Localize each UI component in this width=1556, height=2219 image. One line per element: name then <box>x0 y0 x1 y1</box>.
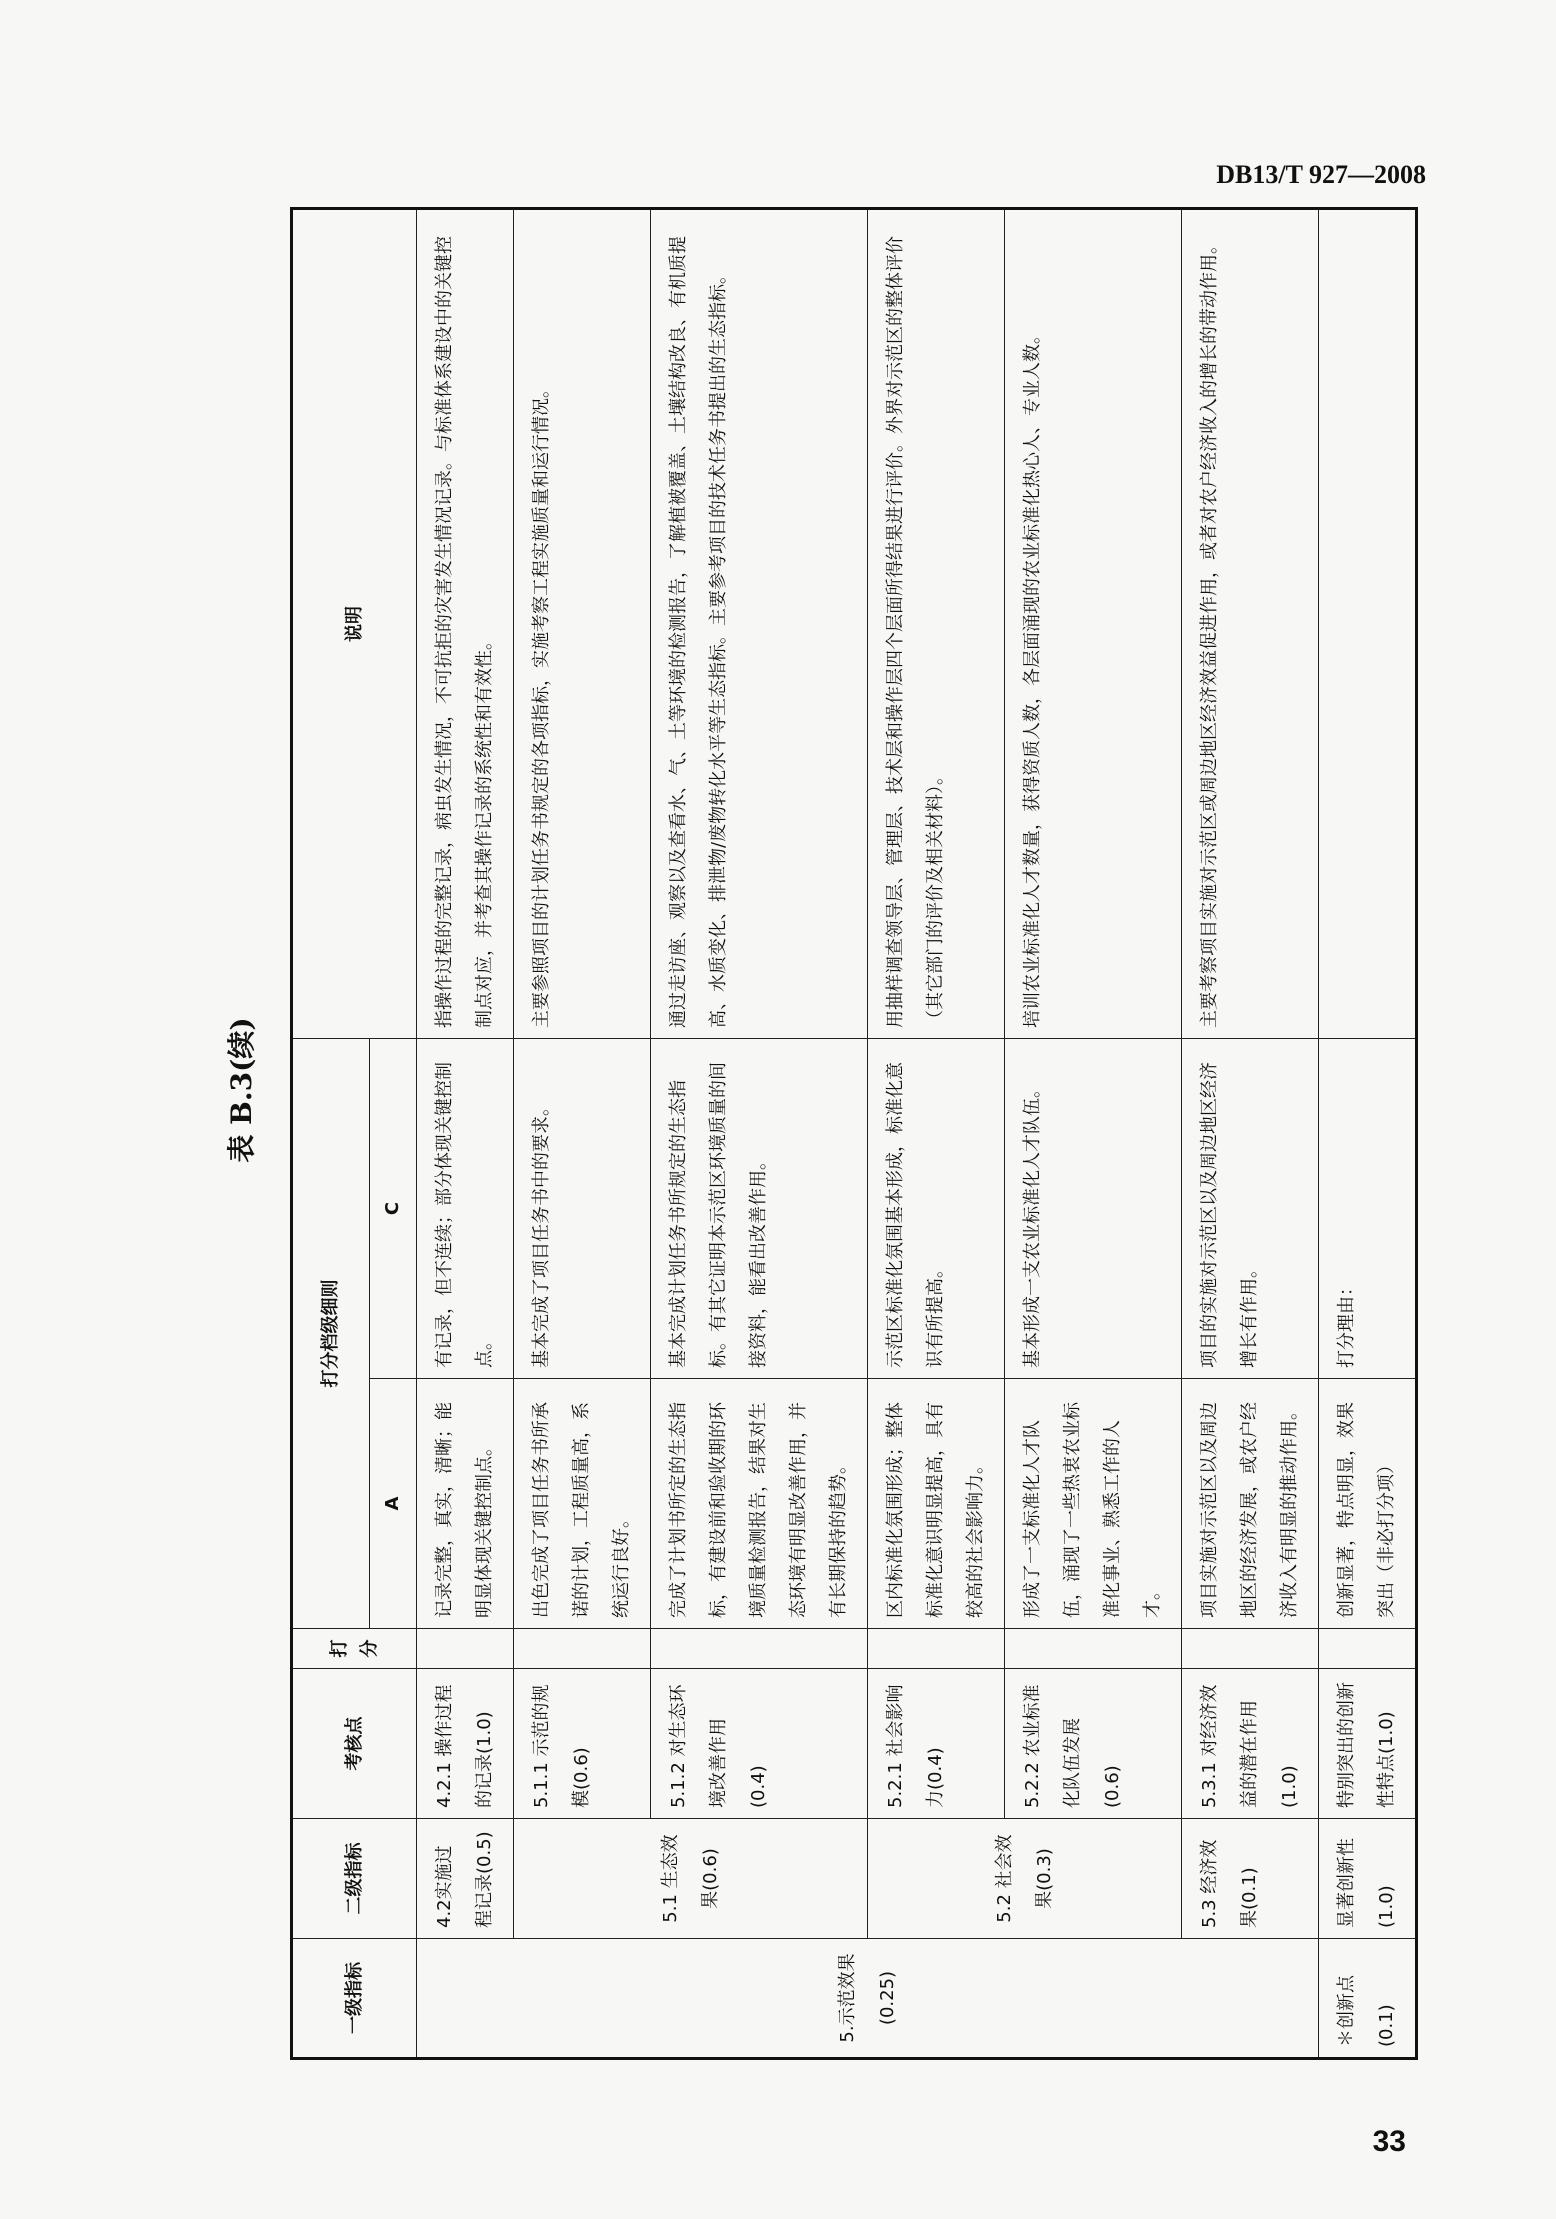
cell-grade-c: 基本完成了项目任务书中的要求。 <box>514 1039 651 1379</box>
header-level2: 二级指标 <box>292 1819 417 1939</box>
cell-grade-a: 记录完整，真实，清晰；能明显体现关键控制点。 <box>417 1379 514 1629</box>
cell-score <box>868 1629 1005 1669</box>
cell-explain: 主要考察项目实施对示范区或周边地区经济效益促进作用，或者对农户经济收入的增长的带动作用。 <box>1182 209 1319 1039</box>
cell-score <box>651 1629 868 1669</box>
rotated-table-container <box>290 210 1397 2060</box>
cell-score <box>1005 1629 1182 1669</box>
cell-level2: 4.2实施过程记录(0.5) <box>417 1819 514 1939</box>
header-grade-a: A <box>370 1379 417 1629</box>
cell-grade-a: 创新显著，特点明显，效果突出（非必打分项） <box>1319 1379 1417 1629</box>
cell-explain: 指操作过程的完整记录，病虫发生情况，不可抗拒的灾害发生情况记录。与标准体系建设中的关键控制点对应，并考查其操作记录的系统性和有效性。 <box>417 209 514 1039</box>
cell-grade-a: 出色完成了项目任务书所承诺的计划，工程质量高，系统运行良好。 <box>514 1379 651 1629</box>
cell-explain: 主要参照项目的计划任务书规定的各项指标，实施考察工程实施质量和运行情况。 <box>514 209 651 1039</box>
cell-grade-c: 示范区标准化氛围基本形成，标准化意识有所提高。 <box>868 1039 1005 1379</box>
header-explain: 说明 <box>292 209 417 1039</box>
cell-grade-a: 完成了计划书所定的生态指标，有建设前和验收期的环境质量检测报告，结果对生态环境有明显改善作用，并有长期保持的趋势。 <box>651 1379 868 1629</box>
cell-point: 特别突出的创新性特点(1.0) <box>1319 1669 1417 1819</box>
header-point: 考核点 <box>292 1669 417 1819</box>
cell-level2: 5.1 生态效果(0.6) <box>514 1819 868 1939</box>
cell-grade-a: 形成了一支标准化人才队伍，涌现了一些热衷农业标准化事业、熟悉工作的人才。 <box>1005 1379 1182 1629</box>
table-row <box>1005 209 1182 2059</box>
table-title: 表 B.3(续) <box>225 1017 258 1163</box>
cell-explain <box>1319 209 1417 1039</box>
header-level1: 一级指标 <box>292 1939 417 2059</box>
page-number: 33 <box>1372 2125 1406 2158</box>
cell-level2: 5.3 经济效果(0.1) <box>1182 1819 1319 1939</box>
cell-grade-c: 打分理由： <box>1319 1039 1417 1379</box>
cell-level2: 显著创新性(1.0) <box>1319 1819 1417 1939</box>
cell-point: 5.1.1 示范的规模(0.6) <box>514 1669 651 1819</box>
header-grade-c: C <box>370 1039 417 1379</box>
table-row <box>651 209 868 2059</box>
cell-score <box>417 1629 514 1669</box>
cell-grade-a: 项目实施对示范区以及周边地区的经济发展，或农户经济收入有明显的推动作用。 <box>1182 1379 1319 1629</box>
scoring-table <box>290 207 1418 2060</box>
cell-point: 5.2.2 农业标准化队伍发展(0.6) <box>1005 1669 1182 1819</box>
header-criteria: 打分档级细则 <box>292 1039 370 1629</box>
table-row <box>417 209 514 2059</box>
cell-grade-a: 区内标准化氛围形成；整体标准化意识明显提高，具有较高的社会影响力。 <box>868 1379 1005 1629</box>
cell-explain: 用抽样调查领导层、管理层、技术层和操作层四个层面所得结果进行评价。外界对示范区的整体评价（其它部门的评价及相关材料）。 <box>868 209 1005 1039</box>
table-row <box>1182 209 1319 2059</box>
cell-level1: ＊创新点(0.1) <box>1319 1939 1417 2059</box>
document-code: DB13/T 927—2008 <box>1216 160 1426 189</box>
cell-grade-c: 基本完成计划任务书所规定的生态指标。有其它证明本示范区环境质量的间接资料，能看出改善作用。 <box>651 1039 868 1379</box>
cell-grade-c: 项目的实施对示范区以及周边地区经济增长有作用。 <box>1182 1039 1319 1379</box>
cell-point: 5.1.2 对生态环境改善作用(0.4) <box>651 1669 868 1819</box>
cell-point: 5.3.1 对经济效益的潜在作用(1.0) <box>1182 1669 1319 1819</box>
table-row <box>868 209 1005 2059</box>
cell-explain: 培训农业标准化人才数量，获得资质人数，各层面涌现的农业标准化热心人、专业人数。 <box>1005 209 1182 1039</box>
cell-score <box>1182 1629 1319 1669</box>
cell-grade-c: 基本形成一支农业标准化人才队伍。 <box>1005 1039 1182 1379</box>
cell-score <box>1319 1629 1417 1669</box>
cell-grade-c: 有记录，但不连续；部分体现关键控制点。 <box>417 1039 514 1379</box>
cell-explain: 通过走访座、观察以及查看水、气、土等环境的检测报告，了解植被覆盖、土壤结构改良、有机质提高、水质变化、排泄物/废物转化水平等生态指标。主要参考项目的技术任务书提出的生态指标。 <box>651 209 868 1039</box>
cell-level1: 5.示范效果(0.25) <box>417 1939 1319 2059</box>
cell-point: 5.2.1 社会影响力(0.4) <box>868 1669 1005 1819</box>
table-row <box>1319 209 1417 2059</box>
cell-point: 4.2.1 操作过程的记录(1.0) <box>417 1669 514 1819</box>
table-row <box>514 209 651 2059</box>
header-score: 打分 <box>292 1629 417 1669</box>
cell-score <box>514 1629 651 1669</box>
cell-level2: 5.2 社会效果(0.3) <box>868 1819 1182 1939</box>
